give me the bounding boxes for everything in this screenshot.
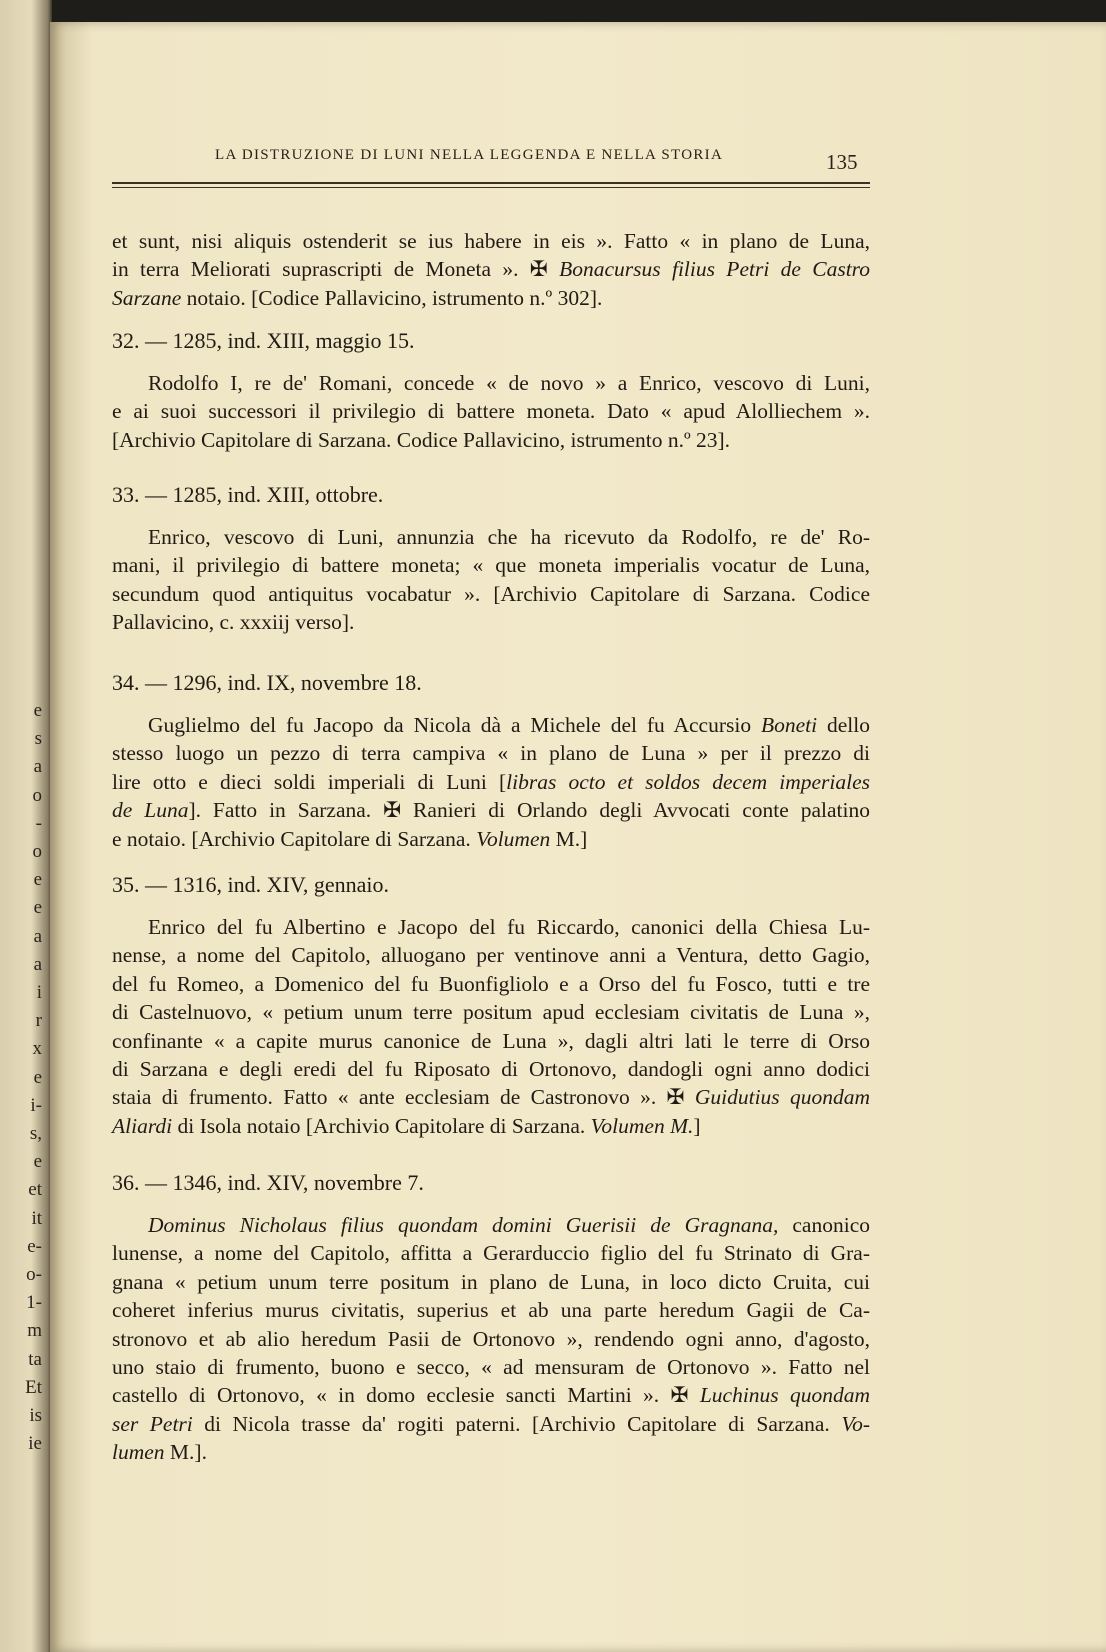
text-span: castello di Ortonovo, « in domo ecclesie sancti Martini ». ✠ xyxy=(112,1383,700,1408)
italic-text: de Luna xyxy=(112,798,189,823)
text-line xyxy=(112,941,870,969)
text-line xyxy=(112,1438,870,1466)
italic-text: Luchinus quondam xyxy=(699,1383,870,1408)
text-line xyxy=(112,369,870,397)
text-line xyxy=(112,796,870,824)
running-head: LA DISTRUZIONE DI LUNI NELLA LEGGENDA E NELLA STORIA xyxy=(215,147,724,163)
text-line xyxy=(112,1239,870,1267)
italic-text: Bonacursus filius Petri de Castro xyxy=(559,257,870,282)
text-line xyxy=(112,227,870,255)
text-line xyxy=(112,1410,870,1438)
text-span: notaio. [Codice Pallavicino, istrumento n.º 302]. xyxy=(181,285,603,310)
text-span: M.]. xyxy=(164,1440,207,1465)
facing-page-fragment: e xyxy=(33,869,42,891)
text-line xyxy=(112,1381,870,1409)
text-span: di Isola notaio [Archivio Capitolare di Sarzana. xyxy=(172,1113,591,1138)
text-span: canonico xyxy=(778,1213,870,1237)
facing-page-fragment: i- xyxy=(30,1094,42,1116)
text-span: lunense, a nome del Capitolo, affitta a Gerarduccio figlio del fu Strinato di Gra- xyxy=(112,1241,870,1266)
facing-page-fragment: a xyxy=(33,925,42,947)
text-line xyxy=(112,711,870,739)
text-span: Enrico, vescovo di Luni, annunzia che ha ricevuto da Rodolfo, re de' Ro- xyxy=(148,525,870,549)
italic-text: Volumen M. xyxy=(590,1113,694,1138)
header-rule-thin xyxy=(112,187,870,188)
entry-paragraph xyxy=(112,1211,870,1467)
facing-page-fragment: e xyxy=(33,700,42,721)
intro-paragraph xyxy=(112,227,870,312)
facing-page-fragment: r xyxy=(35,1010,42,1032)
text-span: e ai suoi successori il privilegio di battere moneta. Dato « apud Alolliechem ». xyxy=(112,399,870,424)
facing-page-fragment: s, xyxy=(29,1123,42,1144)
text-line xyxy=(112,1083,870,1111)
text-span: stesso luogo un pezzo di terra campiva « in plano de Luna » per il prezzo di xyxy=(112,741,870,766)
text-span: ]. Fatto in Sarzana. ✠ Ranieri di Orlando degli Avvocati conte palatino xyxy=(188,798,871,823)
text-span: M.] xyxy=(550,826,588,851)
entry-heading: 35. — 1316, ind. XIV, gennaio. xyxy=(112,872,390,897)
entry-heading: 36. — 1346, ind. XIV, novembre 7. xyxy=(112,1170,424,1195)
text-span: Enrico del fu Albertino e Jacopo del fu Riccardo, canonici della Chiesa Lu- xyxy=(148,915,870,939)
text-line xyxy=(112,426,870,454)
facing-page-fragment: e xyxy=(33,1066,42,1088)
document-entry xyxy=(112,869,870,1140)
facing-page-fragment: it xyxy=(31,1207,42,1229)
entry-paragraph xyxy=(112,913,870,1140)
text-line xyxy=(112,998,870,1026)
facing-page-fragment: o xyxy=(32,841,42,862)
text-line xyxy=(112,1296,870,1324)
facing-page-fragment: s xyxy=(34,728,42,750)
facing-page-fragment: x xyxy=(32,1038,42,1060)
entry-heading: 32. — 1285, ind. XIII, maggio 15. xyxy=(112,328,415,353)
page-number: 135 xyxy=(826,150,858,174)
text-span: secundum quod antiquitus vocabatur ». [Archivio Capitolare di Sarzana. Codice xyxy=(112,581,870,606)
text-span: uno staio di frumento, buono e secco, « ad mensuram de Ortonovo ». Fatto nel xyxy=(112,1354,870,1379)
facing-page-fragment: is xyxy=(29,1405,42,1426)
text-line xyxy=(112,608,870,636)
header-rule xyxy=(112,182,870,184)
facing-page-fragment: ta xyxy=(28,1348,42,1370)
facing-page-edge xyxy=(0,0,52,1652)
facing-page-fragment: Et xyxy=(25,1376,42,1398)
text-span: Rodolfo I, re de' Romani, concede « de novo » a Enrico, vescovo di Luni, xyxy=(148,371,870,395)
italic-text: Aliardi xyxy=(112,1113,173,1138)
text-span: e notaio. [Archivio Capitolare di Sarzana. xyxy=(112,826,477,851)
facing-page-fragment: 1- xyxy=(26,1292,42,1314)
italic-text: Sarzane xyxy=(112,285,182,310)
text-line xyxy=(112,739,870,767)
italic-text: Dominus Nicholaus filius quondam domini Guerisii de Gragnana, xyxy=(148,1213,779,1237)
text-line xyxy=(112,255,870,283)
text-span: nense, a nome del Capitolo, alluogano per ventinove anni a Ventura, detto Gagio, xyxy=(112,943,870,968)
text-line xyxy=(112,551,870,579)
text-span: del fu Romeo, a Domenico del fu Buonfigliolo e a Orso del fu Fosco, tutti e tre xyxy=(112,971,870,996)
facing-page-fragment: - xyxy=(35,812,42,834)
text-span: stronovo et ab alio heredum Pasii de Ortonovo », rendendo ogni anno, d'agosto, xyxy=(112,1326,870,1351)
text-line xyxy=(112,1055,870,1083)
facing-page-fragment: m xyxy=(27,1320,42,1342)
facing-page-fragment: a xyxy=(33,953,42,975)
text-span: di Sarzana e degli eredi del fu Riposato di Ortonovo, dandogli ogni anno dodici xyxy=(112,1056,870,1081)
entry-paragraph xyxy=(112,711,870,853)
text-line xyxy=(112,523,870,551)
text-span: mani, il privilegio di battere moneta; « que moneta imperialis vocatur de Luna, xyxy=(112,553,870,578)
facing-page-fragment: o xyxy=(32,784,42,806)
text-span: in terra Meliorati suprascripti de Moneta ». ✠ xyxy=(112,257,560,282)
text-span: confinante « a capite murus canonice de Luna », dagli altri lati le terre di Orso xyxy=(112,1028,870,1053)
text-span: coheret inferius murus civitatis, superius et ab una parte heredum Gagii de Ca- xyxy=(112,1298,870,1323)
text-line xyxy=(112,913,870,941)
facing-page-fragment: a xyxy=(33,756,42,778)
facing-page-fragment: i xyxy=(36,982,42,1003)
text-line xyxy=(112,284,870,312)
text-line xyxy=(112,1112,870,1140)
facing-page-fragment: et xyxy=(28,1179,42,1201)
text-span: di Nicola trasse da' rogiti paterni. [Archivio Capitolare di Sarzana. xyxy=(192,1411,842,1436)
text-line xyxy=(112,768,870,796)
document-entry xyxy=(112,325,870,454)
italic-text: ser Petri xyxy=(112,1411,193,1436)
italic-text: Guidutius quondam xyxy=(694,1085,870,1110)
text-line xyxy=(112,580,870,608)
document-entry xyxy=(112,667,870,853)
document-entry xyxy=(112,1167,870,1467)
text-line xyxy=(112,1268,870,1296)
text-line xyxy=(112,1353,870,1381)
italic-text: Volumen xyxy=(476,826,551,851)
text-line xyxy=(112,825,870,853)
facing-page-fragment: ie xyxy=(28,1433,42,1455)
facing-page-fragment: e xyxy=(33,1151,42,1173)
text-span: staia di frumento. Fatto « ante ecclesiam de Castronovo ». ✠ xyxy=(112,1085,695,1110)
italic-text: libras octo et soldos decem imperiales xyxy=(506,769,871,794)
text-line xyxy=(112,397,870,425)
text-span: gnana « petium unum terre positum in plano de Luna, in loco dicto Cruita, cui xyxy=(112,1269,870,1294)
text-span: lire otto e dieci soldi imperiali di Luni [ xyxy=(112,769,507,794)
entry-paragraph xyxy=(112,369,870,454)
italic-text: Vo- xyxy=(841,1411,870,1436)
document-entry xyxy=(112,479,870,637)
entry-heading: 34. — 1296, ind. IX, novembre 18. xyxy=(112,670,422,695)
text-span: Guglielmo del fu Jacopo da Nicola dà a Michele del fu Accursio xyxy=(148,713,761,737)
text-span: dello xyxy=(817,713,870,737)
entry-heading: 33. — 1285, ind. XIII, ottobre. xyxy=(112,482,384,507)
facing-page-fragment: o- xyxy=(26,1264,42,1285)
text-line xyxy=(112,970,870,998)
text-span: [Archivio Capitolare di Sarzana. Codice Pallavicino, istrumento n.º 23]. xyxy=(112,427,731,452)
italic-text: Boneti xyxy=(760,713,818,737)
facing-page-fragment: e- xyxy=(27,1235,42,1257)
facing-page-fragment: e xyxy=(33,897,42,919)
italic-text: lumen xyxy=(112,1440,165,1465)
text-line xyxy=(112,1325,870,1353)
entry-paragraph xyxy=(112,523,870,637)
text-span: Pallavicino, c. xxxiij verso]. xyxy=(112,610,355,635)
text-line xyxy=(112,1211,870,1239)
text-line xyxy=(112,1027,870,1055)
text-span: ] xyxy=(693,1113,701,1138)
text-span: et sunt, nisi aliquis ostenderit se ius habere in eis ». Fatto « in plano de Luna, xyxy=(112,229,870,253)
text-span: di Castelnuovo, « petium unum terre positum apud ecclesiam civitatis de Luna », xyxy=(112,1000,870,1025)
